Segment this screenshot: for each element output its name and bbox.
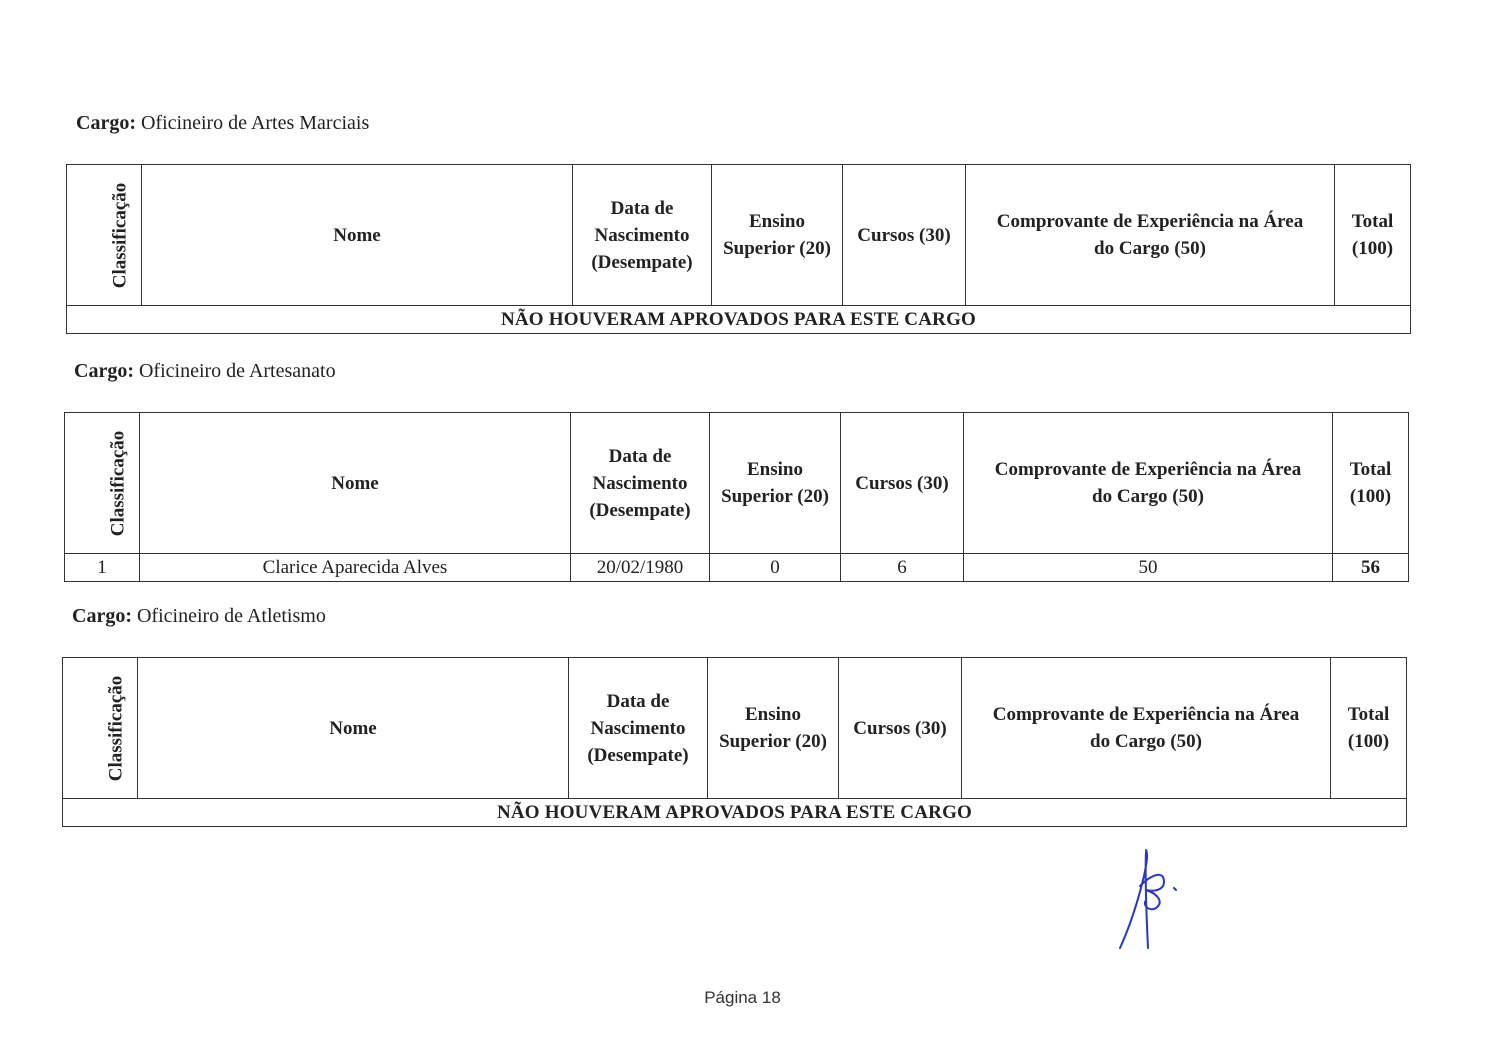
signature-icon bbox=[1112, 846, 1192, 956]
header-nome: Nome bbox=[138, 658, 569, 799]
header-comprovante: Comprovante de Experiência na Área do Cargo (50) bbox=[966, 165, 1335, 306]
header-classificacao: Classificação bbox=[63, 658, 138, 799]
no-results-row bbox=[63, 799, 1407, 827]
cell-ensino-superior: 0 bbox=[710, 554, 841, 582]
cargo-label-3 bbox=[72, 605, 326, 628]
page-number: Página 18 bbox=[704, 988, 781, 1007]
header-data-nascimento: Data de Nascimento (Desempate) bbox=[573, 165, 712, 306]
header-cursos: Cursos (30) bbox=[841, 413, 964, 554]
no-results-message: NÃO HOUVERAM APROVADOS PARA ESTE CARGO bbox=[67, 306, 1411, 334]
cell-classificacao: 1 bbox=[65, 554, 140, 582]
cargo-name: Oficineiro de Artes Marciais bbox=[140, 112, 370, 134]
header-row bbox=[67, 165, 1411, 306]
header-ensino-superior: Ensino Superior (20) bbox=[708, 658, 839, 799]
cargo-name: Oficineiro de Atletismo bbox=[136, 605, 326, 627]
cargo-label-2 bbox=[74, 360, 336, 383]
header-total: Total (100) bbox=[1331, 658, 1407, 799]
header-data-nascimento: Data de Nascimento (Desempate) bbox=[571, 413, 710, 554]
header-classificacao: Classificação bbox=[65, 413, 140, 554]
header-ensino-superior: Ensino Superior (20) bbox=[712, 165, 843, 306]
cell-data-nascimento: 20/02/1980 bbox=[571, 554, 710, 582]
header-cursos: Cursos (30) bbox=[839, 658, 962, 799]
cell-nome: Clarice Aparecida Alves bbox=[140, 554, 571, 582]
no-results-message: NÃO HOUVERAM APROVADOS PARA ESTE CARGO bbox=[63, 799, 1407, 827]
header-data-nascimento: Data de Nascimento (Desempate) bbox=[569, 658, 708, 799]
results-table-1 bbox=[66, 164, 1411, 334]
cargo-prefix: Cargo: bbox=[72, 605, 132, 627]
header-nome: Nome bbox=[140, 413, 571, 554]
cell-comprovante: 50 bbox=[964, 554, 1333, 582]
cargo-prefix: Cargo: bbox=[76, 112, 136, 134]
results-table-2 bbox=[64, 412, 1409, 582]
cell-total: 56 bbox=[1333, 554, 1409, 582]
results-table-3 bbox=[62, 657, 1407, 827]
header-comprovante: Comprovante de Experiência na Área do Cargo (50) bbox=[962, 658, 1331, 799]
header-total: Total (100) bbox=[1335, 165, 1411, 306]
header-classificacao: Classificação bbox=[67, 165, 142, 306]
header-row bbox=[63, 658, 1407, 799]
cargo-prefix: Cargo: bbox=[74, 360, 134, 382]
header-cursos: Cursos (30) bbox=[843, 165, 966, 306]
cell-cursos: 6 bbox=[841, 554, 964, 582]
no-results-row bbox=[67, 306, 1411, 334]
header-row bbox=[65, 413, 1409, 554]
cargo-label-1 bbox=[76, 112, 369, 135]
table-row bbox=[65, 554, 1409, 582]
cargo-name: Oficineiro de Artesanato bbox=[138, 360, 336, 382]
header-comprovante: Comprovante de Experiência na Área do Cargo (50) bbox=[964, 413, 1333, 554]
header-ensino-superior: Ensino Superior (20) bbox=[710, 413, 841, 554]
header-total: Total (100) bbox=[1333, 413, 1409, 554]
header-nome: Nome bbox=[142, 165, 573, 306]
